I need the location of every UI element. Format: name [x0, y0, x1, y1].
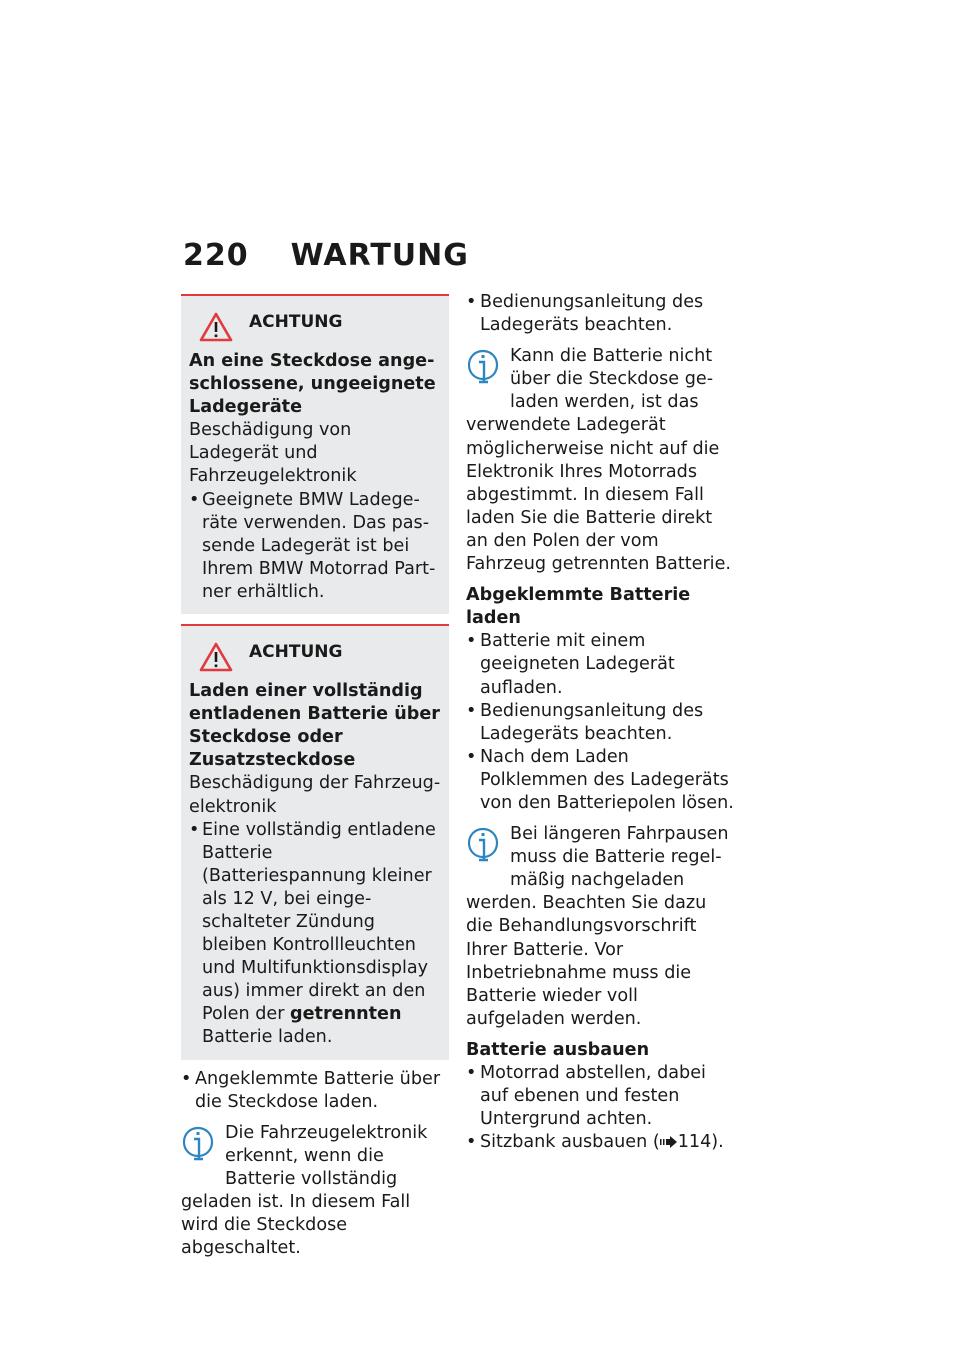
info-icon [181, 1125, 221, 1169]
subsection-title: Batterie ausbauen [466, 1039, 650, 1060]
page-header [183, 238, 469, 273]
emphasis: getrennten [290, 1004, 402, 1025]
info-text: Die Fahrzeugelektronik erkennt, wenn die Batterie vollständig geladen ist. In diesem Fall wird die Steckdose abgeschaltet. [181, 1122, 428, 1259]
text-segment: Eine vollständig entladene Batterie (Batteriespannung kleiner als 12 V, bei eingeschalteter Zündung bleiben Kontrollleuchten und Multifunktionsdisplay aus) immer direkt an den Polen der [202, 819, 436, 1025]
info-text: Kann die Batterie nicht über die Steckdose geladen werden, ist das verwendete Ladegerät möglicherweise nicht auf die Elektronik Ihres Motorrads abgestimmt. In diesem Fall laden Sie die Batterie direkt an den Polen der vom Fahrzeug getrennten Batterie. [466, 346, 731, 575]
list-item: • Batterie mit einem geeigneten Ladegerät aufladen. [466, 630, 734, 699]
info-note [466, 823, 734, 1031]
warning-title: An eine Steckdose angeschlossene, ungeeignete Ladegeräte [189, 351, 436, 418]
page-number: 220 [183, 238, 249, 273]
warning-box-discharged [181, 624, 449, 1060]
list-item: • Motorrad abstellen, dabei auf ebenen und festen Untergrund achten. [466, 1062, 734, 1131]
text-segment: Batterie laden. [202, 1027, 333, 1048]
text-segment: ). [711, 1132, 724, 1153]
list-item [189, 819, 441, 1050]
warning-list [189, 489, 441, 604]
text-segment: Sitzbank ausbauen ( [480, 1132, 660, 1153]
list-item: • Bedienungsanleitung des Ladegeräts beachten. [466, 291, 734, 337]
page-reference-link[interactable]: 114 [677, 1132, 712, 1153]
warning-label: ACHTUNG [249, 641, 343, 662]
warning-triangle-icon [199, 642, 233, 672]
step-list [466, 1062, 734, 1154]
warning-triangle-icon [199, 312, 233, 342]
warning-header [189, 310, 441, 342]
page-reference-arrow-icon [660, 1136, 678, 1148]
info-icon [466, 348, 506, 392]
warning-title: Laden einer vollständig entladenen Batterie über Steckdose oder Zusatzsteckdose [189, 681, 440, 771]
section-title: WARTUNG [290, 238, 469, 273]
warning-list [189, 819, 441, 1050]
warning-label: ACHTUNG [249, 311, 343, 332]
warning-description: Beschädigung von Ladegerät und Fahrzeugelektronik [189, 420, 357, 487]
list-item: • Geeignete BMW Ladegeräte verwenden. Das passende Ladegerät ist bei Ihrem BMW Motorrad Partner erhältlich. [189, 489, 441, 604]
info-note [466, 345, 734, 576]
warning-header [189, 640, 441, 672]
step-list [466, 291, 734, 337]
left-column [181, 294, 449, 1260]
step-list [466, 630, 734, 815]
list-item: • Bedienungsanleitung des Ladegeräts beachten. [466, 700, 734, 746]
step-list [181, 1068, 449, 1114]
info-text: Bei längeren Fahrpausen muss die Batterie regelmäßig nachgeladen werden. Beachten Sie dazu die Behandlungsvorschrift Ihrer Batterie. Vor Inbetriebnahme muss die Batterie wieder voll aufgeladen werden. [466, 824, 729, 1029]
info-note [181, 1122, 449, 1261]
list-item [466, 1131, 734, 1154]
warning-description: Beschädigung der Fahrzeugelektronik [189, 773, 441, 817]
subsection-title: Abgeklemmte Batterie laden [466, 585, 691, 629]
warning-box-charger [181, 294, 449, 614]
list-item: • Nach dem Laden Polklemmen des Ladegeräts von den Batteriepolen lösen. [466, 746, 734, 815]
info-icon [466, 826, 506, 870]
list-item: • Angeklemmte Batterie über die Steckdose laden. [181, 1068, 449, 1114]
right-column [466, 291, 734, 1154]
